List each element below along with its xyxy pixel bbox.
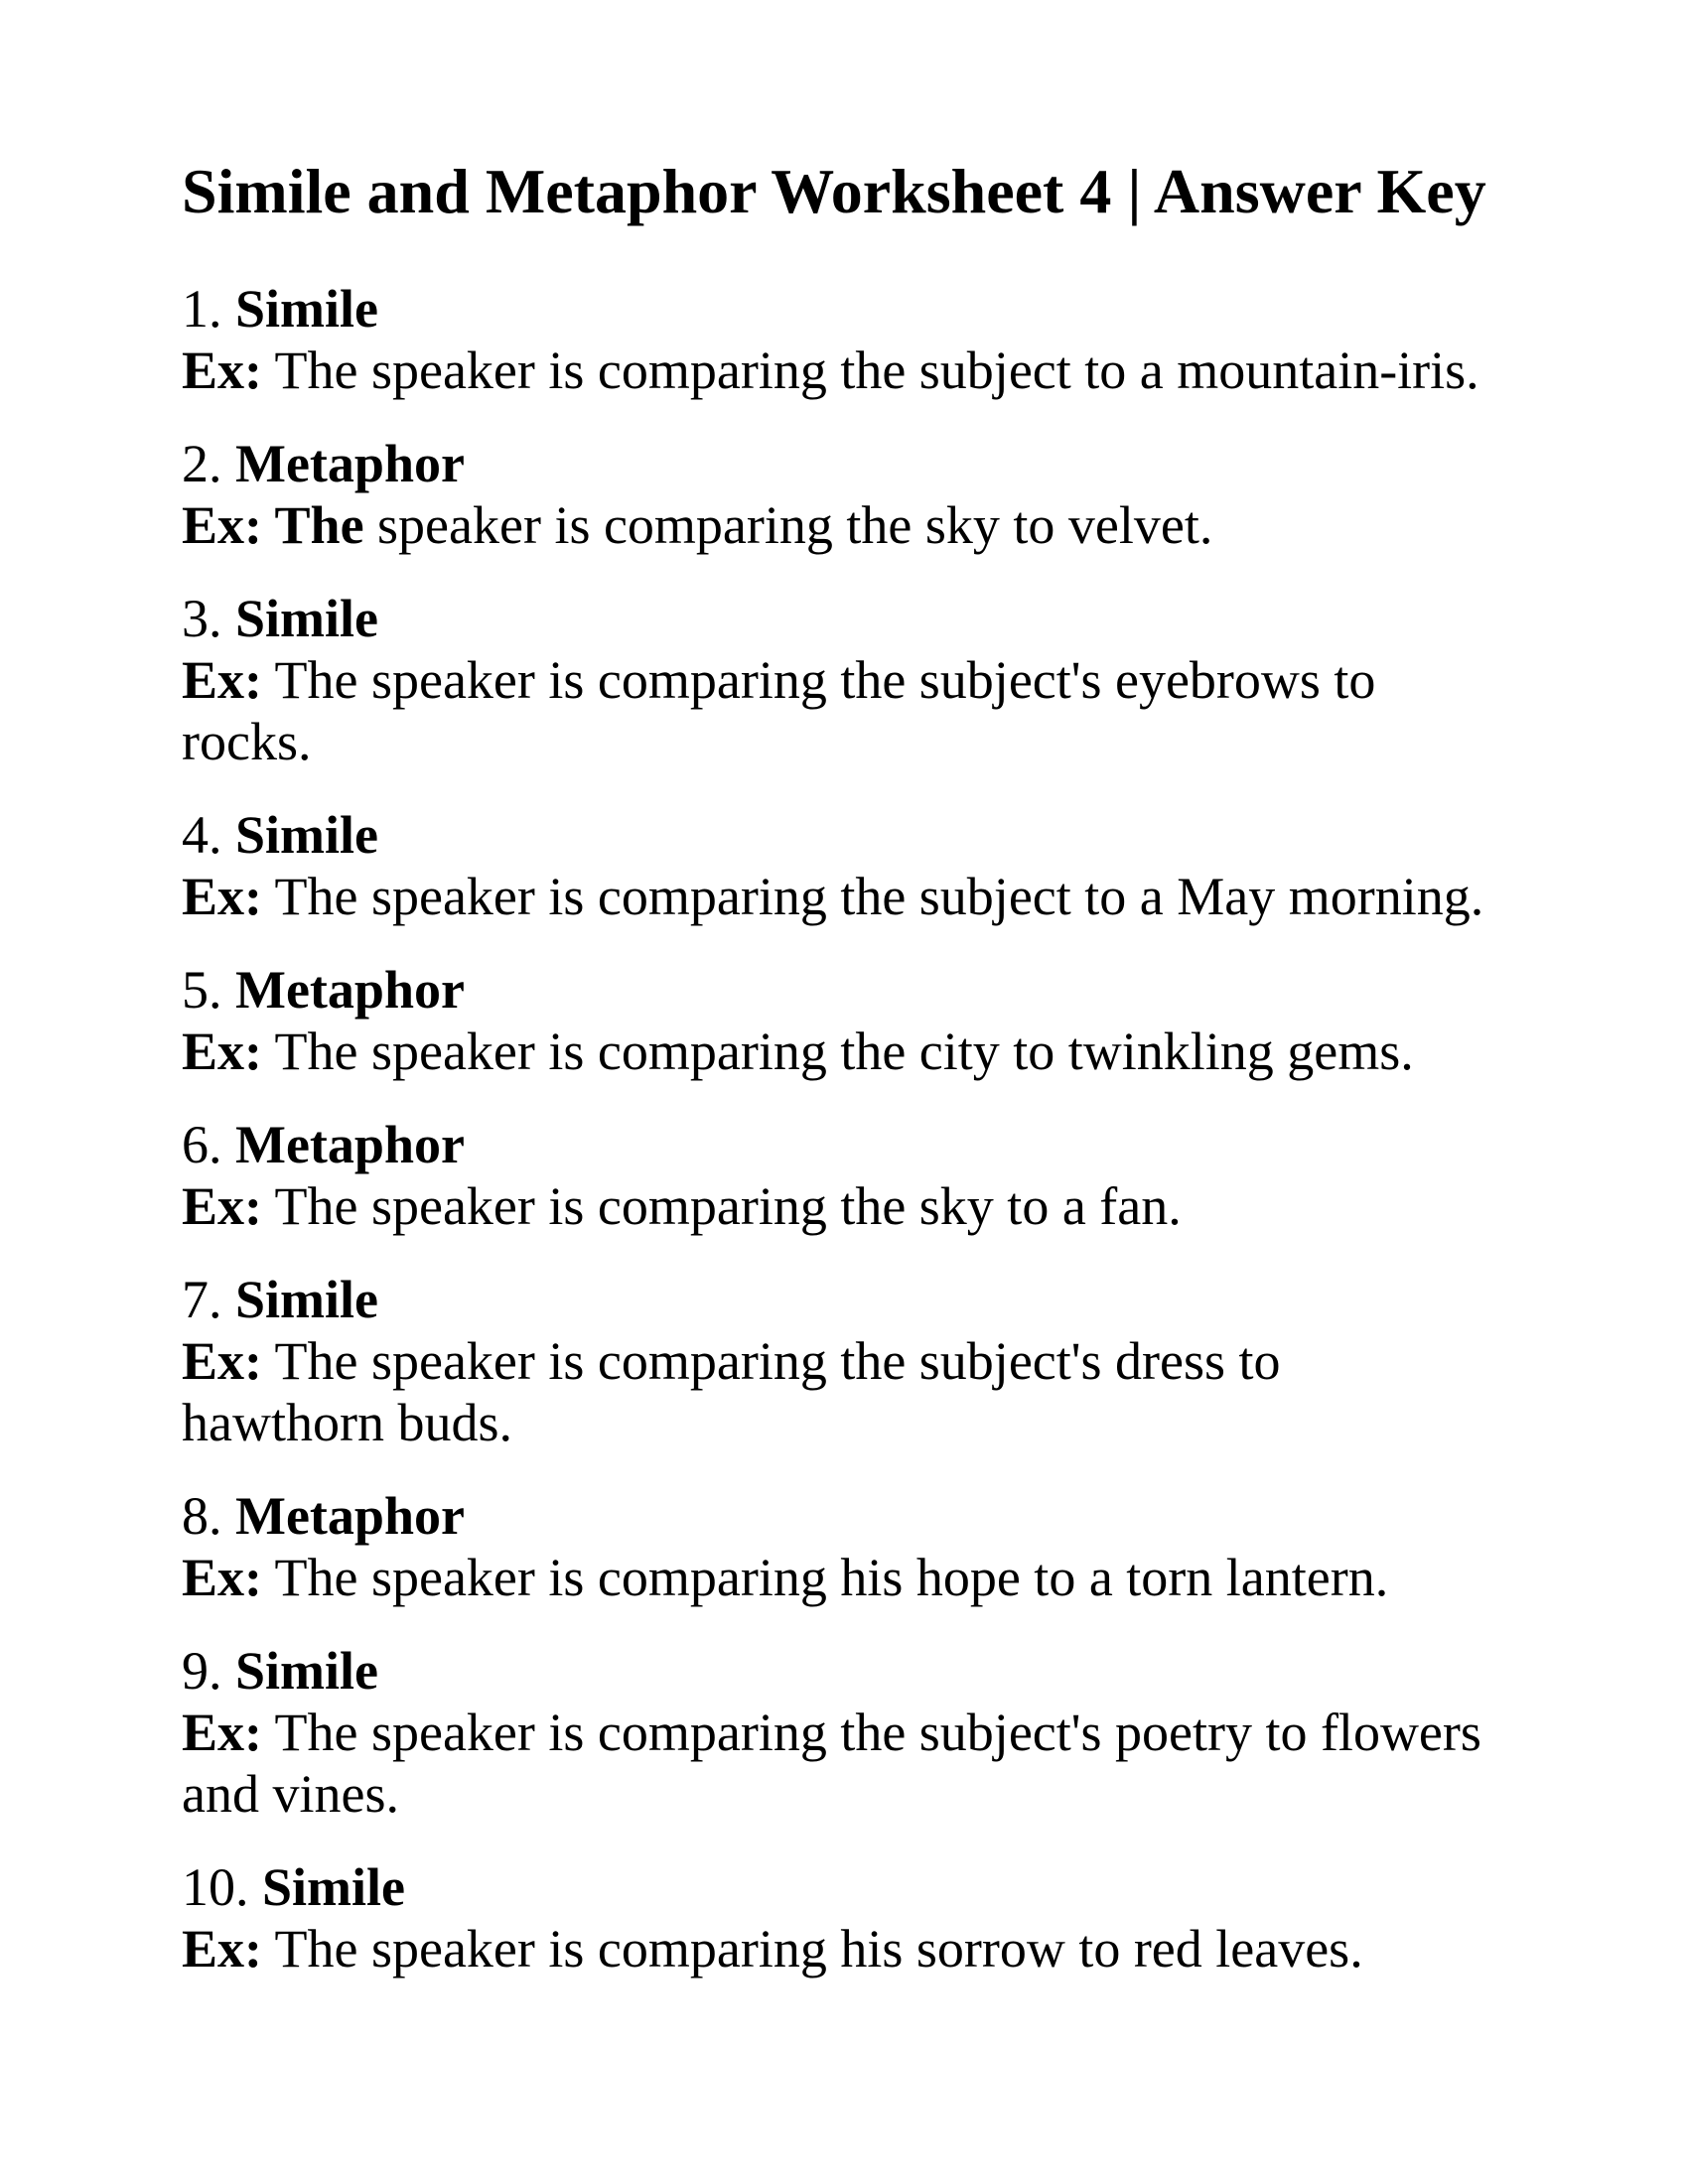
item-number: 3. [182,589,222,648]
example-sentence: The speaker is comparing his sorrow to red leaves. [274,1919,1363,1979]
example-sentence: The speaker is comparing the subject to a May morning. [274,867,1484,926]
item-heading [182,1269,1492,1330]
item-example [182,1702,1492,1825]
item-heading [182,1114,1492,1175]
item-example [182,1330,1492,1453]
item-example [182,866,1492,927]
example-sentence: The speaker is comparing the subject's eyebrows to rocks. [182,650,1376,771]
worksheet-item [182,588,1492,772]
item-number: 9. [182,1641,222,1701]
item-heading [182,959,1492,1021]
example-label: Ex: [182,1548,262,1607]
item-example [182,1547,1492,1608]
example-label: Ex: The [182,495,364,555]
item-example [182,340,1492,401]
item-heading [182,433,1492,494]
example-label: Ex: [182,1331,262,1391]
example-sentence: The speaker is comparing the subject's dress to hawthorn buds. [182,1331,1281,1452]
worksheet-item [182,1114,1492,1237]
example-sentence: The speaker is comparing his hope to a torn lantern. [274,1548,1389,1607]
example-label: Ex: [182,650,262,710]
item-example [182,1021,1492,1082]
worksheet-item [182,1640,1492,1825]
item-example [182,649,1492,772]
item-example [182,1175,1492,1237]
item-number: 5. [182,960,222,1020]
item-answer: Metaphor [235,1486,465,1546]
item-answer: Simile [235,589,378,648]
example-label: Ex: [182,1919,262,1979]
worksheet-item [182,1856,1492,1979]
item-number: 4. [182,805,222,865]
item-heading [182,278,1492,340]
worksheet-item [182,1269,1492,1453]
item-number: 8. [182,1486,222,1546]
item-heading [182,804,1492,866]
example-label: Ex: [182,1703,262,1762]
item-answer: Metaphor [235,1115,465,1174]
item-heading [182,588,1492,649]
item-number: 1. [182,279,222,339]
page-title: Simile and Metaphor Worksheet 4 | Answer Key [182,156,1486,226]
item-answer: Metaphor [235,434,465,493]
example-sentence: The speaker is comparing the subject to a mountain-iris. [274,341,1479,400]
item-answer: Simile [262,1857,405,1917]
item-number: 10. [182,1857,249,1917]
item-answer: Metaphor [235,960,465,1020]
item-answer: Simile [235,1270,378,1329]
worksheet-item [182,1485,1492,1608]
item-answer: Simile [235,1641,378,1701]
item-heading [182,1640,1492,1702]
item-heading [182,1856,1492,1918]
item-number: 6. [182,1115,222,1174]
example-sentence: The speaker is comparing the city to twinkling gems. [274,1022,1414,1081]
example-sentence: speaker is comparing the sky to velvet. [377,495,1213,555]
worksheet-item [182,804,1492,927]
example-sentence: The speaker is comparing the subject's poetry to flowers and vines. [182,1703,1481,1824]
item-answer: Simile [235,805,378,865]
item-answer: Simile [235,279,378,339]
example-label: Ex: [182,867,262,926]
example-label: Ex: [182,1022,262,1081]
worksheet-item [182,433,1492,556]
example-label: Ex: [182,1176,262,1236]
item-example [182,1918,1492,1979]
item-number: 7. [182,1270,222,1329]
worksheet-item [182,959,1492,1082]
example-label: Ex: [182,341,262,400]
item-number: 2. [182,434,222,493]
example-sentence: The speaker is comparing the sky to a fan. [274,1176,1182,1236]
item-heading [182,1485,1492,1547]
item-example [182,494,1492,556]
worksheet-item [182,278,1492,401]
